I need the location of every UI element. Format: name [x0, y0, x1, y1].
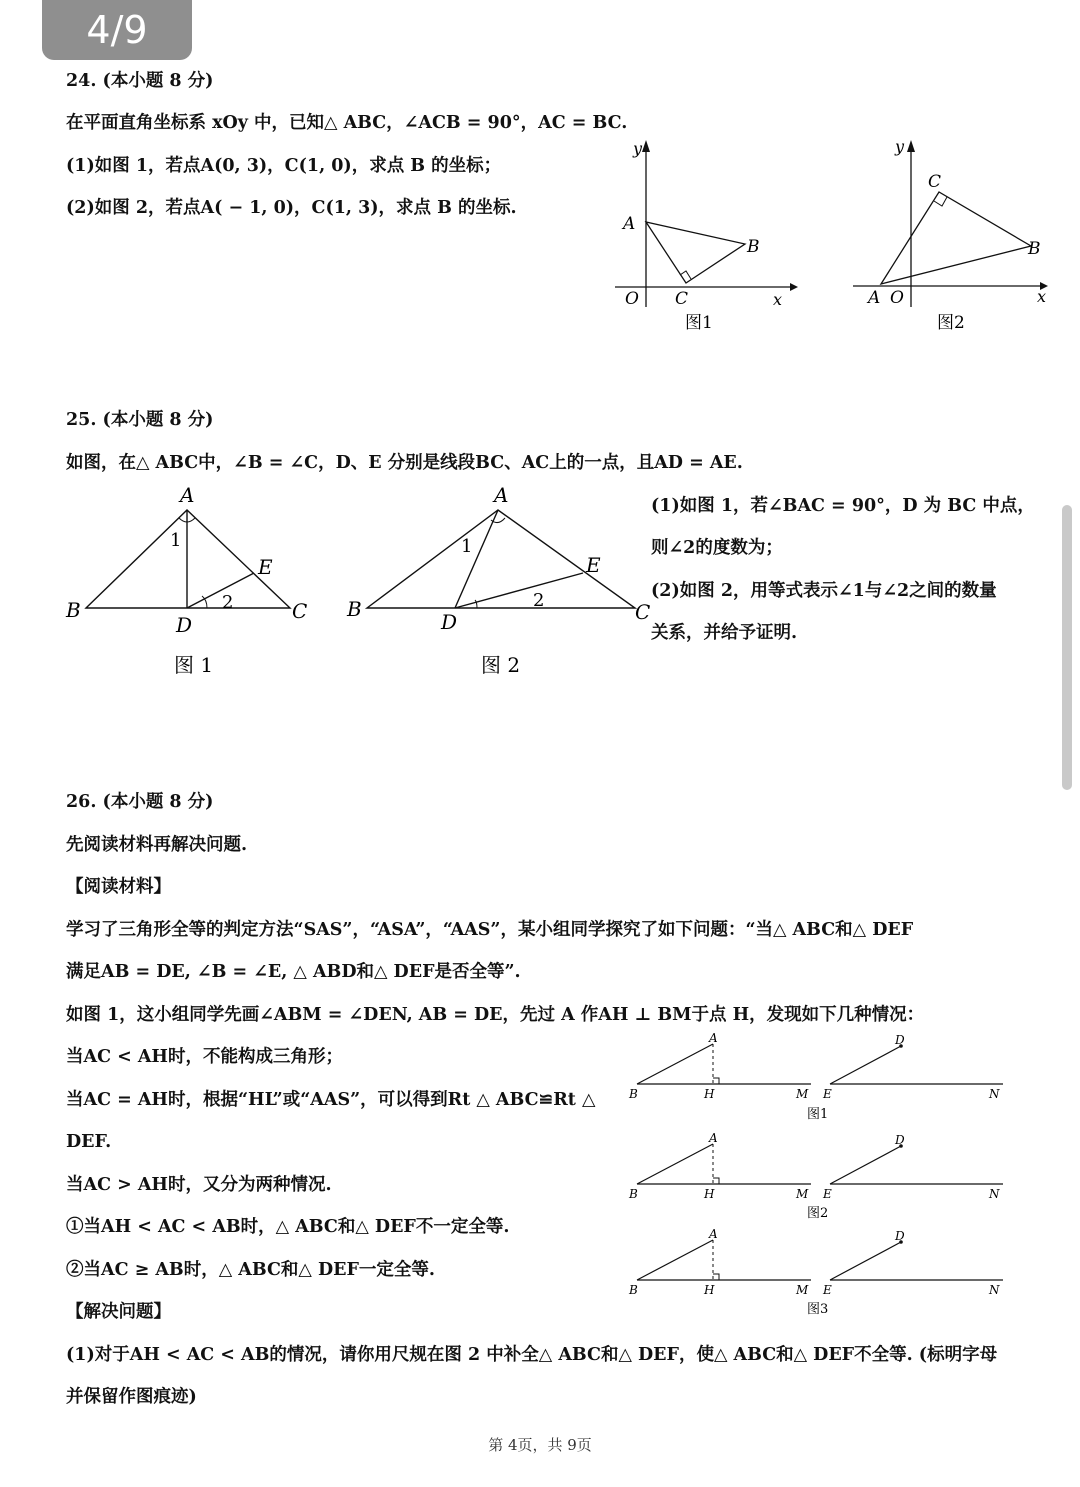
q25-fig1-D: D [176, 613, 193, 637]
q26-line14: 并保留作图痕迹) [66, 1387, 197, 1407]
q25-fig1-B: B [66, 598, 81, 622]
q26-line5: 如图 1，这小组同学先画∠ABM = ∠DEN, AB = DE，先过 A 作AH ⊥ BM于点 H，发现如下几种情况： [66, 1005, 925, 1025]
page-footer: 第 4页，共 9页 [488, 1436, 592, 1454]
q25-fig1-C: C [292, 599, 308, 623]
svg-text:A: A [709, 1131, 718, 1145]
fig1-y-label: y [633, 139, 643, 158]
q26-line4: 满足AB = DE, ∠B = ∠E, △ ABD和△ DEF是否全等”. [66, 962, 521, 982]
svg-text:M: M [796, 1283, 809, 1297]
q25-part1-line2: 则∠2的度数为； [651, 538, 783, 558]
q26-figure2 [625, 1128, 1015, 1223]
q24-part1: (1)如图 1，若点A(0, 3)，C(1, 0)，求点 B 的坐标； [66, 156, 502, 176]
fig2-C-label: C [928, 172, 942, 192]
svg-text:A: A [709, 1031, 718, 1045]
svg-text:E: E [823, 1283, 832, 1297]
q26-line8: DEF. [66, 1132, 112, 1152]
fig1-A-label: A [623, 214, 636, 234]
q25-fig2-C: C [635, 600, 651, 624]
svg-text:图2: 图2 [807, 1206, 829, 1221]
svg-text:M: M [796, 1187, 809, 1201]
q26-line1: 先阅读材料再解决问题. [66, 835, 248, 855]
q25-fig1-angle2: 2 [222, 592, 234, 613]
svg-text:B: B [629, 1283, 638, 1297]
svg-text:D: D [895, 1133, 905, 1147]
q26-line7: 当AC = AH时，根据“HL”或“AAS”，可以得到Rt △ ABC≌Rt △ [66, 1090, 596, 1110]
q25-part2-line2: 关系，并给予证明. [651, 623, 798, 643]
q24-figure2 [845, 132, 1055, 342]
q26-line13: (1)对于AH < AC < AB的情况，请你用尺规在图 2 中补全△ ABC和△ DEF，使△ ABC和△ DEF不全等. (标明字母 [66, 1345, 998, 1365]
q26-header: 26. (本小题 8 分) [66, 792, 214, 812]
q24-stem: 在平面直角坐标系 xOy 中，已知△ ABC，∠ACB = 90°，AC = BC. [66, 113, 628, 133]
svg-text:B: B [629, 1187, 638, 1201]
svg-text:H: H [704, 1087, 715, 1101]
q26-line12: 【解决问题】 [66, 1302, 171, 1322]
q24-part2: (2)如图 2，若点A( − 1, 0)，C(1, 3)，求点 B 的坐标. [66, 198, 517, 218]
q26-figure3 [625, 1224, 1015, 1319]
fig2-caption: 图2 [937, 313, 965, 333]
q25-fig2-A: A [494, 483, 509, 507]
page-indicator: 4/9 [42, 0, 192, 60]
q25-figure1 [62, 482, 322, 682]
q25-fig2-caption: 图 2 [481, 653, 521, 677]
svg-text:E: E [823, 1087, 832, 1101]
svg-text:H: H [704, 1187, 715, 1201]
q26-line2: 【阅读材料】 [66, 877, 171, 897]
q26-line9: 当AC > AH时，又分为两种情况. [66, 1175, 332, 1195]
fig2-B-label: B [1028, 239, 1041, 259]
q26-line11: ②当AC ≥ AB时，△ ABC和△ DEF一定全等. [66, 1260, 435, 1280]
svg-text:A: A [709, 1227, 718, 1241]
q25-fig1-A: A [180, 483, 195, 507]
fig1-caption: 图1 [685, 313, 713, 333]
svg-text:E: E [823, 1187, 832, 1201]
q26-figure1 [625, 1030, 1015, 1125]
fig1-C-label: C [675, 289, 689, 309]
q25-fig1-caption: 图 1 [174, 653, 214, 677]
svg-text:H: H [704, 1283, 715, 1297]
q24-header: 24. (本小题 8 分) [66, 71, 214, 91]
q25-part1-line1: (1)如图 1，若∠BAC = 90°，D 为 BC 中点， [651, 496, 1035, 516]
q25-fig1-E: E [258, 555, 273, 579]
q26-line10: ①当AH < AC < AB时，△ ABC和△ DEF不一定全等. [66, 1217, 510, 1237]
svg-text:B: B [629, 1087, 638, 1101]
svg-text:N: N [989, 1187, 1000, 1201]
q25-fig2-D: D [441, 610, 458, 634]
q25-stem: 如图，在△ ABC中，∠B = ∠C，D、E 分别是线段BC、AC上的一点，且AD = AE. [66, 453, 743, 473]
fig2-y-label: y [895, 137, 905, 156]
svg-text:D: D [895, 1229, 905, 1243]
svg-text:图1: 图1 [807, 1107, 829, 1122]
q26-line3: 学习了三角形全等的判定方法“SAS”，“ASA”，“AAS”，某小组同学探究了如下问题：“当△ ABC和△ DEF [66, 920, 914, 940]
q24-figure1 [605, 132, 805, 342]
fig1-B-label: B [747, 237, 760, 257]
q26-line6: 当AC < AH时，不能构成三角形； [66, 1047, 343, 1067]
q25-fig2-angle2: 2 [533, 590, 545, 611]
svg-text:N: N [989, 1283, 1000, 1297]
fig1-x-label: x [773, 290, 783, 309]
q25-fig2-E: E [586, 553, 601, 577]
q25-fig2-B: B [347, 597, 362, 621]
fig2-A-label: A [868, 288, 881, 308]
svg-text:图3: 图3 [807, 1302, 829, 1317]
q25-figure2 [345, 482, 655, 682]
svg-text:M: M [796, 1087, 809, 1101]
svg-text:N: N [989, 1087, 1000, 1101]
q25-fig1-angle1: 1 [170, 530, 182, 551]
svg-text:D: D [895, 1033, 905, 1047]
fig1-O-label: O [625, 289, 639, 309]
q25-part2-line1: (2)如图 2，用等式表示∠1与∠2之间的数量 [651, 581, 997, 601]
q25-header: 25. (本小题 8 分) [66, 410, 214, 430]
fig2-O-label: O [890, 288, 904, 308]
q25-fig2-angle1: 1 [461, 536, 473, 557]
fig2-x-label: x [1037, 287, 1047, 306]
scrollbar[interactable] [1062, 505, 1072, 790]
